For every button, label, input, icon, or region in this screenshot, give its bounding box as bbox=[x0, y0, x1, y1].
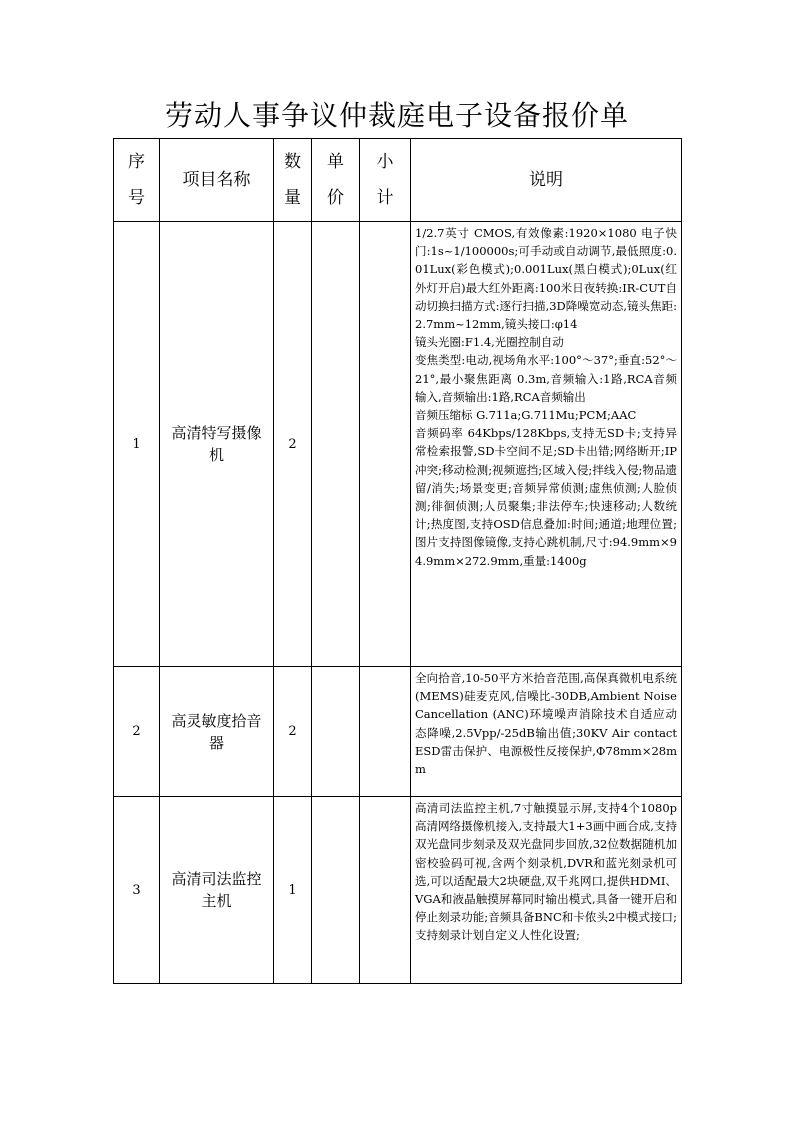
table-row bbox=[114, 797, 682, 984]
table-row bbox=[114, 667, 682, 797]
row-name: 高清特写摄像机 bbox=[160, 222, 274, 667]
table-row bbox=[114, 222, 682, 667]
desc-paragraph: 全向拾音,10-50平方米拾音范围,高保真微机电系统(MEMS)硅麦克风,信噪比-30DB,Ambient Noise Cancellation (ANC)环境噪声消除技术自适应动态降噪,2.5Vpp/-25dB输出值;30KV Air contact ESD雷击保护、电源极性反接保护,Φ78mm×28mm bbox=[415, 671, 677, 777]
row-name: 高灵敏度拾音器 bbox=[160, 667, 274, 797]
row-index: 1 bbox=[114, 222, 160, 667]
header-name: 项目名称 bbox=[160, 139, 274, 222]
row-subtotal bbox=[360, 667, 411, 797]
row-index: 3 bbox=[114, 797, 160, 984]
row-qty: 2 bbox=[274, 667, 312, 797]
row-desc bbox=[411, 667, 682, 797]
row-subtotal bbox=[360, 222, 411, 667]
row-price bbox=[312, 222, 360, 667]
page-title: 劳动人事争议仲裁庭电子设备报价单 bbox=[164, 99, 629, 132]
row-name: 高清司法监控主机 bbox=[160, 797, 274, 984]
desc-paragraph: 镜头光圈:F1.4,光圈控制自动 bbox=[415, 335, 564, 350]
row-qty: 2 bbox=[274, 222, 312, 667]
desc-paragraph: 1/2.7英寸 CMOS,有效像素:1920×1080 电子快门:1s~1/100000s;可手动或自动调节,最低照度:0.01Lux(彩色模式);0.001Lux(黑白模式);0Lux(红外灯开启)最大红外距离:100米日夜转换:IR-CUT自动切换扫描方式:逐行扫描,3D降噪宽动态,镜头焦距:2.7mm~12mm,镜头接口:φ14 bbox=[415, 226, 677, 332]
header-index: 序 号 bbox=[114, 139, 160, 222]
desc-paragraph: 高清司法监控主机,7寸触摸显示屏,支持4个1080p高清网络摄像机接入,支持最大1+3画中画合成,支持双光盘同步刻录及双光盘同步回放,32位数据随机加密校验码可视,含两个刻录机,DVR和蓝光刻录机可选,可以适配最大2块硬盘,双千兆网口,提供HDMI、VGA和液晶触摸屏幕同时输出模式,具备一键开启和停止刻录功能;音频具备BNC和卡侬头2中模式接口;支持刻录计划自定义人性化设置; bbox=[415, 801, 677, 943]
row-desc bbox=[411, 797, 682, 984]
row-subtotal bbox=[360, 797, 411, 984]
header-desc: 说明 bbox=[411, 139, 682, 222]
header-price: 单 价 bbox=[312, 139, 360, 222]
row-price bbox=[312, 667, 360, 797]
desc-paragraph: 变焦类型:电动,视场角水平:100°～37°;垂直:52°～21°,最小聚焦距离 0.3m,音频输入:1路,RCA音频输入,音频输出:1路,RCA音频输出 bbox=[415, 353, 677, 404]
quotation-table bbox=[113, 138, 682, 984]
row-price bbox=[312, 797, 360, 984]
desc-paragraph: 音频压缩标 G.711a;G.711Mu;PCM;AAC bbox=[415, 408, 637, 423]
header-qty: 数 量 bbox=[274, 139, 312, 222]
row-desc bbox=[411, 222, 682, 667]
row-qty: 1 bbox=[274, 797, 312, 984]
row-index: 2 bbox=[114, 667, 160, 797]
table-header-row bbox=[114, 139, 682, 222]
desc-paragraph: 音频码率 64Kbps/128Kbps,支持无SD卡;支持异常检索报警,SD卡空间不足;SD卡出错;网络断开;IP冲突;移动检测;视频遮挡;区域入侵;拌线入侵;物品遗留/消失;场景变更;音频异常侦测;虚焦侦测;人脸侦测;徘徊侦测;人员聚集;非法停车;快速移动;人数统计;热度图,支持OSD信息叠加:时间;通道;地理位置;图片支持图像镜像,支持心跳机制,尺寸:94.9mm×94.9mm×272.9mm,重量:1400g bbox=[415, 426, 677, 568]
header-subtotal: 小 计 bbox=[360, 139, 411, 222]
